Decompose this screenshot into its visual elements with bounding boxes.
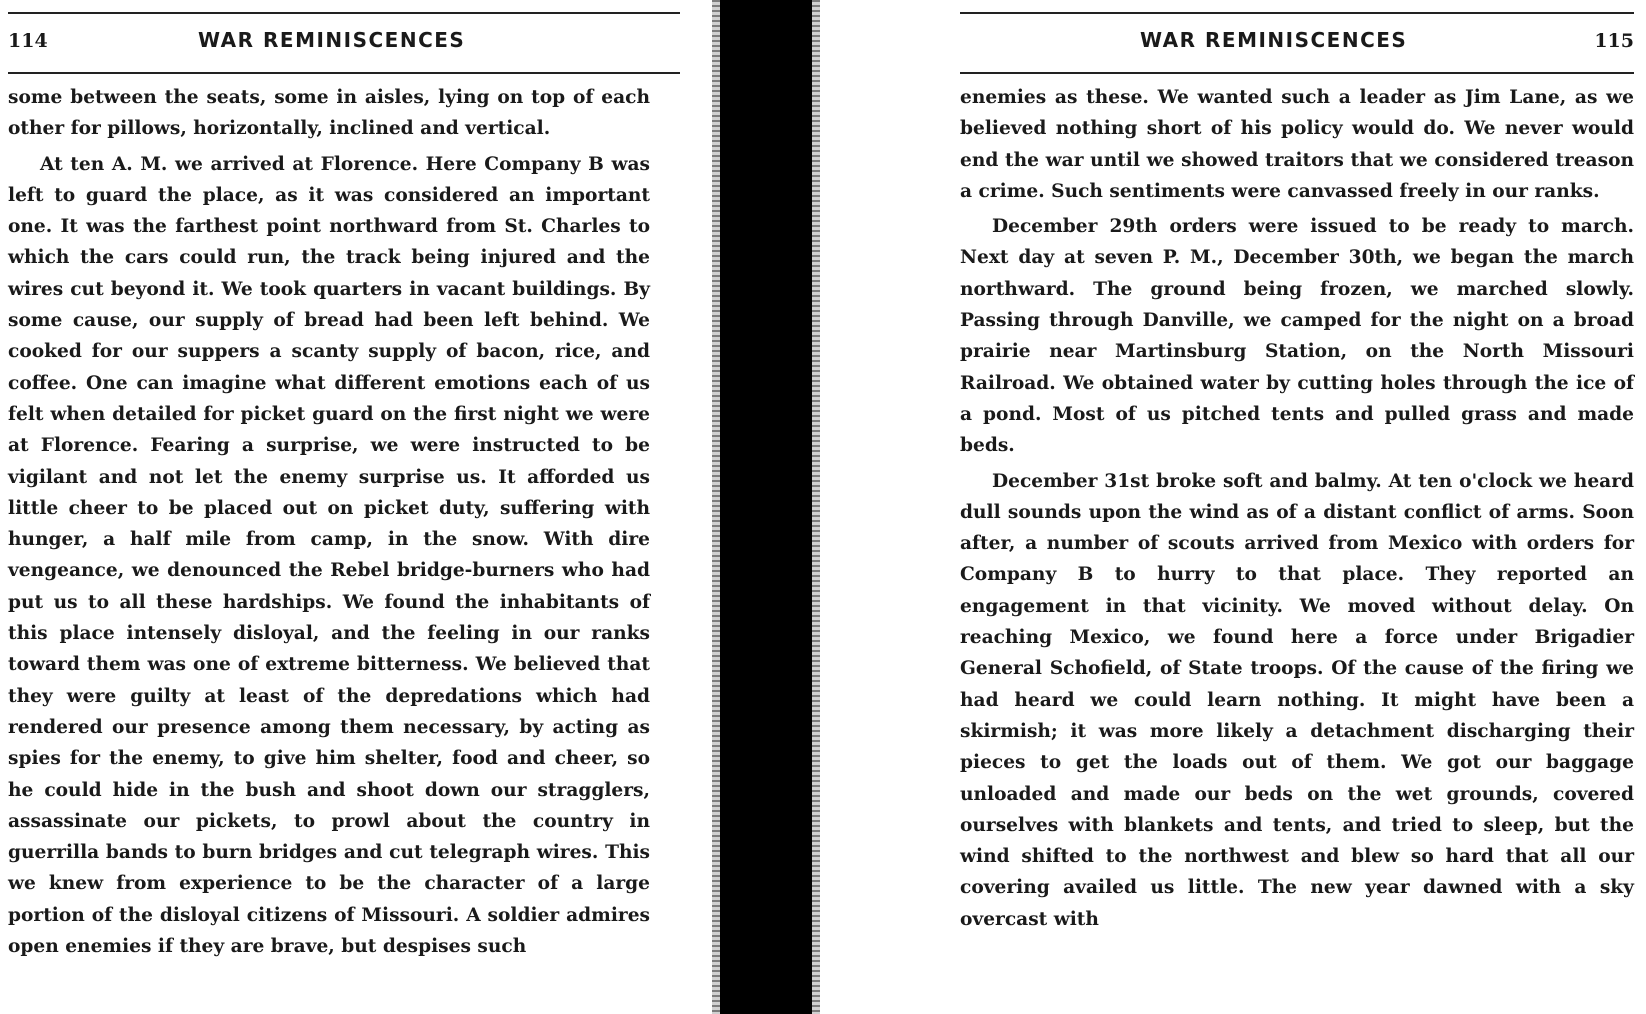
- right-paragraph-1: enemies as these. We wanted such a leader as Jim Lane, as we believed nothing short of his policy would do. We never would end the war until we showed traitors that we considered treason a crime. Such sentiments were canvassed freely in our ranks.: [960, 87, 1634, 202]
- left-body-text: [8, 82, 650, 966]
- book-gutter: [720, 0, 812, 1014]
- right-running-title: WAR REMINISCENCES: [1140, 28, 1408, 52]
- right-paragraph-3: December 31st broke soft and balmy. At ten o'clock we heard dull sounds upon the wind as of a distant conflict of arms. Soon after, a number of scouts arrived from Mexico with orders for Company B to hurry to that place. They reported an engagement in that vicinity. We moved without delay. On reaching Mexico, we found here a force under Brigadier General Schofield, of State troops. Of the cause of the firing we had heard we could learn nothing. It might have been a skirmish; it was more likely a detachment discharging their pieces to get the loads out of them. We got our baggage unloaded and made our beds on the wet grounds, covered ourselves with blankets and tents, and tried to sleep, but the wind shifted to the northwest and blew so hard that all our covering availed us little. The new year dawned with a sky overcast with: [960, 470, 1634, 930]
- left-running-title: WAR REMINISCENCES: [198, 28, 466, 52]
- left-paragraph-1: some between the seats, some in aisles, lying on top of each other for pillows, horizontally, inclined and vertical.: [8, 87, 650, 140]
- right-paragraph-2: December 29th orders were issued to be ready to march. Next day at seven P. M., December 30th, we began the march northward. The ground being frozen, we marched slowly. Passing through Danville, we camped for the night on a broad prairie near Martinsburg Station, on the North Missouri Railroad. We obtained water by cutting holes through the ice of a pond. Most of us pitched tents and pulled grass and made beds.: [960, 216, 1634, 457]
- right-page-number: 115: [1594, 30, 1634, 52]
- left-page: [0, 0, 700, 1014]
- right-page: [960, 0, 1646, 1014]
- gutter-edge-left: [712, 0, 720, 1014]
- left-paragraph-2: At ten A. M. we arrived at Florence. Here Company B was left to guard the place, as it was considered an important one. It was the farthest point northward from St. Charles to which the cars could run, the track being injured and the wires cut beyond it. We took quarters in vacant buildings. By some cause, our supply of bread had been left behind. We cooked for our suppers a scanty supply of bacon, rice, and coffee. One can imagine what different emotions each of us felt when detailed for picket guard on the first night we were at Florence. Fearing a surprise, we were instructed to be vigilant and not let the enemy surprise us. It afforded us little cheer to be placed out on picket duty, suffering with hunger, a half mile from camp, in the snow. With dire vengeance, we denounced the Rebel bridge-burners who had put us to all these hardships. We found the inhabitants of this place intensely disloyal, and the feeling in our ranks toward them was one of extreme bitterness. We believed that they were guilty at least of the depredations which had rendered our presence among them necessary, by acting as spies for the enemy, to give him shelter, food and cheer, so he could hide in the bush and shoot down our stragglers, assassinate our pickets, to prowl about the country in guerrilla bands to burn bridges and cut telegraph wires. This we knew from experience to be the character of a large portion of the disloyal citizens of Missouri. A soldier admires open enemies if they are brave, but despises such: [8, 153, 650, 958]
- left-running-head: [8, 12, 680, 74]
- gutter-edge-right: [812, 0, 820, 1014]
- right-body-text: [960, 82, 1634, 939]
- left-page-number: 114: [8, 30, 48, 52]
- right-running-head: [960, 12, 1634, 74]
